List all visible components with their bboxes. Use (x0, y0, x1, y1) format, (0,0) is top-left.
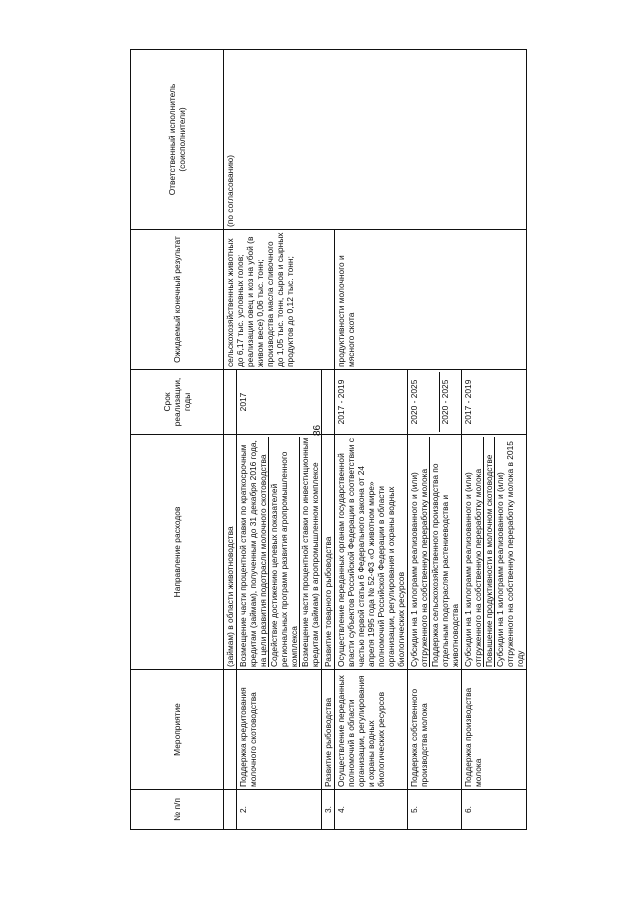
header-responsible: Ответственный исполнитель (соисполнители) (131, 50, 224, 230)
cell-term: 2017 (237, 370, 322, 435)
cell-measure: Осуществление переданных полномочий в области организации, регулирования и охраны водных биологических ресурсов (335, 670, 408, 790)
direction-item: Возмещение части процентной ставки по краткосрочным кредитам (займам), полученным до 31 декабря 2016 года, на цели развития подотрасли молочного скотоводства (238, 437, 269, 667)
cell-direction (237, 435, 322, 670)
cell-num: 3. (322, 790, 335, 830)
header-result: Ожидаемый конечный результат (131, 230, 224, 370)
cell-measure (224, 670, 237, 790)
direction-item: Субсидии на 1 килограмм реализованного и (или) отгруженного на собственную переработку молока (409, 437, 430, 667)
page-number: 86 (312, 424, 323, 436)
direction-item: Повышение продуктивности в молочном скотоводстве (484, 437, 495, 667)
cell-responsible: (по согласованию) (224, 50, 527, 230)
direction-item: Возмещение части процентной ставки по инвестиционным кредитам (займам) в агропромышленном комплексе (300, 437, 320, 667)
rotated-table-wrapper (130, 50, 640, 830)
program-table (130, 49, 527, 830)
cell-measure: Развитие рыбоводства (322, 670, 335, 790)
cell-num (224, 790, 237, 830)
cell-direction (408, 435, 462, 670)
direction-item: Поддержка сельскохозяйственного производства по отдельным подотраслям растениеводства и животноводства (430, 463, 460, 667)
cell-direction: Осуществление переданных органам государственной власти субъектов Российской Федерации в соответствии с частью первой статьи 6 Федерального закона от 24 апреля 1995 года № 52-ФЗ «О животном мире» полномочий Российской Федерации в области организации, регулирования и охраны водных биологических ресурсов (335, 435, 408, 670)
header-num: № п/п (131, 790, 224, 830)
header-row (131, 50, 224, 830)
cell-num: 4. (335, 790, 408, 830)
header-measure: Мероприятие (131, 670, 224, 790)
cell-term (408, 370, 462, 435)
header-direction: Направление расходов (131, 435, 224, 670)
cell-direction: Развитие товарного рыбоводства (322, 435, 335, 670)
cell-measure: Поддержка собственного производства молока (408, 670, 462, 790)
direction-item: Субсидии на 1 килограмм реализованного и (или) отгруженного на собственную переработку молока в 2015 году (495, 441, 525, 667)
cell-term: 2017 - 2019 (335, 370, 408, 435)
cell-direction (462, 435, 527, 670)
cell-term (224, 370, 237, 435)
cell-measure: Поддержка кредитования молочного скотоводства (237, 670, 322, 790)
cell-term (322, 370, 335, 435)
cell-result: продуктивности молочного и мясного скота (335, 230, 527, 370)
cell-result: сельскохозяйственных животных до 6,17 тыс. условных голов; реализации овец и коз на убой (в живом весе) 0,06 тыс. тонн; производства масла сливочного до 1,05 тыс. тонн, сыров и сырных продуктов до 0,12 тыс. тонн; (224, 230, 335, 370)
cell-direction: (займам) в области животноводства (224, 435, 237, 670)
header-term: Срок реализации, годы (131, 370, 224, 435)
cell-num: 5. (408, 790, 462, 830)
table-row (224, 50, 237, 830)
term-item: 2020 - 2025 (409, 372, 440, 432)
cell-term: 2017 - 2019 (462, 370, 527, 435)
cell-num: 6. (462, 790, 527, 830)
cell-measure: Поддержка производства молока (462, 670, 527, 790)
direction-item: Субсидии на 1 килограмм реализованного и (или) отгруженного на собственную переработку молока (463, 437, 484, 667)
cell-num: 2. (237, 790, 322, 830)
term-item: 2020 - 2025 (440, 379, 450, 425)
direction-item: Содействие достижению целевых показателей региональных программ развития агропромышленного комплекса (269, 437, 300, 667)
